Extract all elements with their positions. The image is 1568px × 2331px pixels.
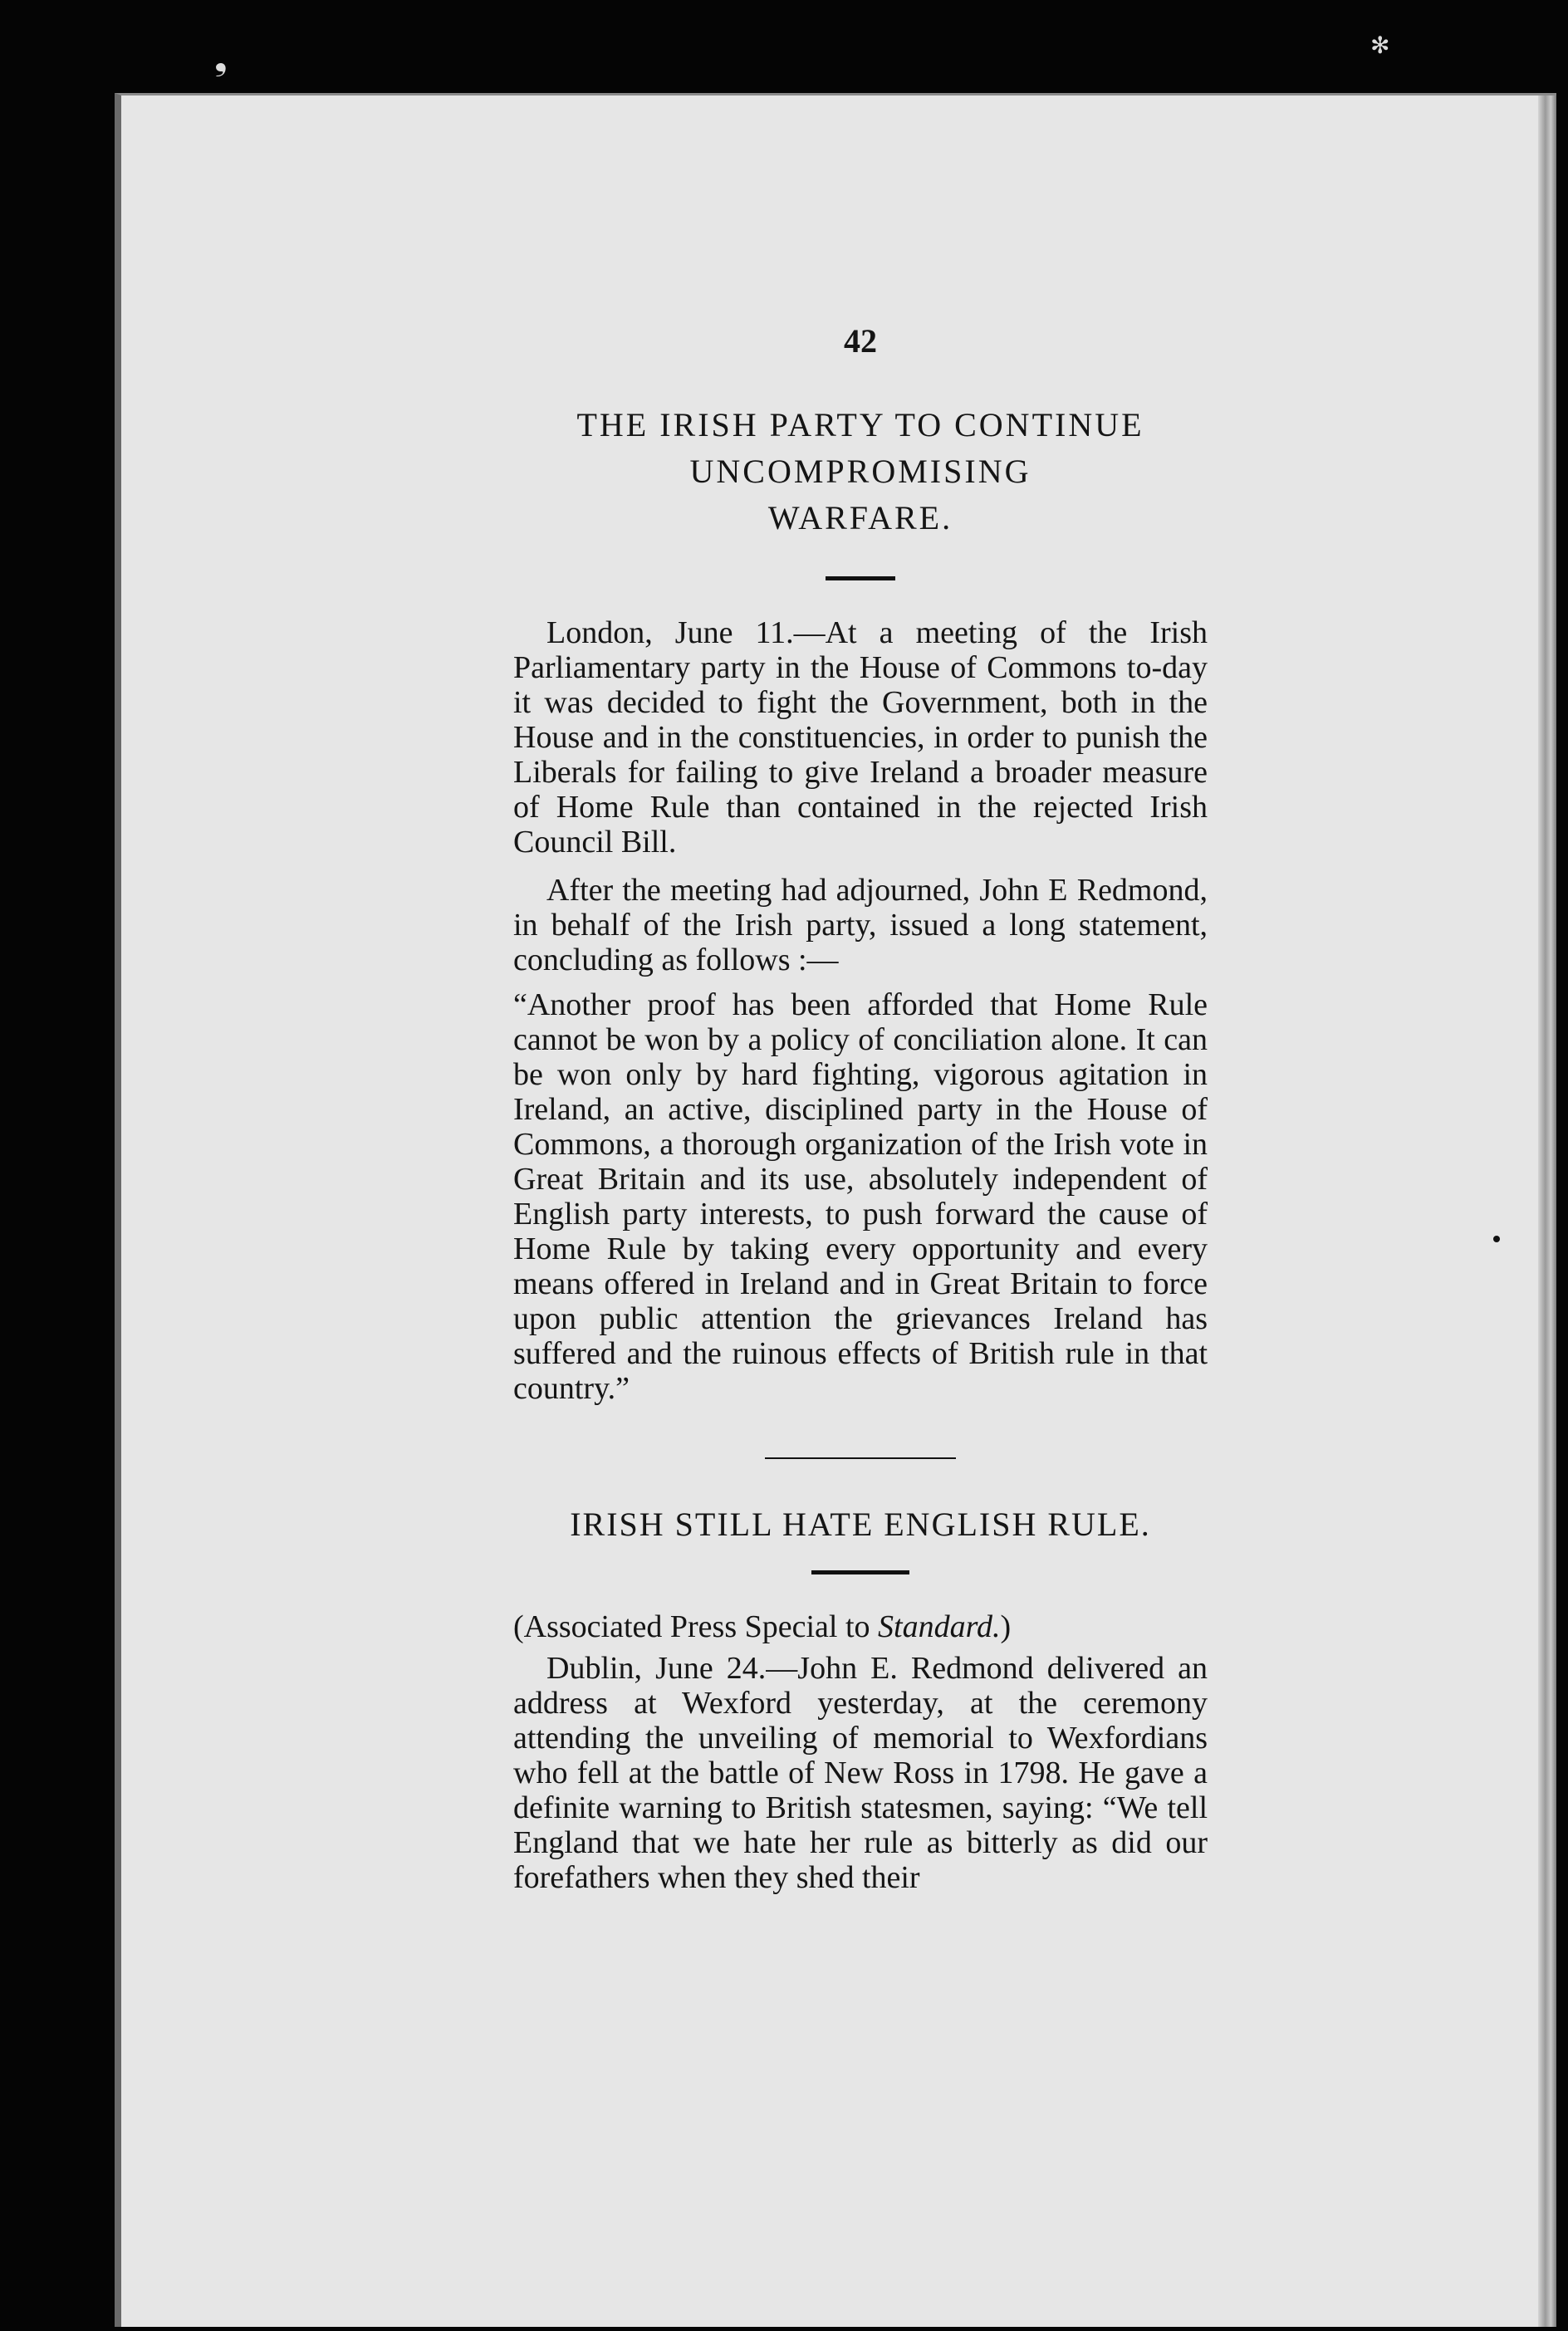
credit-prefix: (Associated Press Special to [513,1609,879,1644]
article-credit [513,1609,1208,1644]
article-title-line: UNCOMPROMISING [689,453,1031,490]
credit-source: Standard. [878,1609,1001,1644]
article-paragraph: London, June 11.—At a meeting of the Irish Parliamentary party in the House of Commons to-day it was decided to fight the Government, both in the House and in the constituencies, in order to punish the Liberals for failing to give Ireland a broader measure of Home Rule than contained in the rejected Irish Council Bill. [513,615,1208,859]
credit-suffix: ) [1000,1609,1012,1644]
quoted-statement: “Another proof has been afforded that Home Rule cannot be won by a policy of conciliation alone. It can be won only by hard fighting, vigorous agitation in Ireland, an active, disciplined party in the House of Commons, a thorough organization of the Irish vote in Great Britain and its use, absolutely independent of English party interests, to push forward the cause of Home Rule by taking every opportunity and every means offered in Ireland and in Great Britain to force upon public attention the grievances Ireland has suffered and the ruinous effects of British rule in that country.” [513,987,1208,1406]
section-divider [765,1457,956,1459]
scan-speck: ✻ [1370,32,1390,59]
article-title-line: WARFARE. [767,499,953,536]
text-column [513,324,1208,1908]
article-paragraph: After the meeting had adjourned, John E Redmond, in behalf of the Irish party, issued a long statement, concluding as follows :— [513,873,1208,977]
article-title: IRISH STILL HATE ENGLISH RULE. [570,1506,1151,1543]
article-title [513,402,1208,541]
section-rule [811,1570,909,1574]
page-number: 42 [844,322,877,360]
page-edge [1538,95,1556,2327]
section-rule [826,576,895,580]
scan-speck: ❟ [214,40,228,78]
article-title-line: THE IRISH PARTY TO CONTINUE [576,406,1144,443]
scan-dot [1493,1236,1500,1242]
article-paragraph: Dublin, June 24.—John E. Redmond delivered an address at Wexford yesterday, at the ceremony attending the unveiling of memorial to Wexfordians who fell at the battle of New Ross in 1798. He gave a definite warning to British statesmen, saying: “We tell England that we hate her rule as bitterly as did our forefathers when they shed their [513,1651,1208,1895]
